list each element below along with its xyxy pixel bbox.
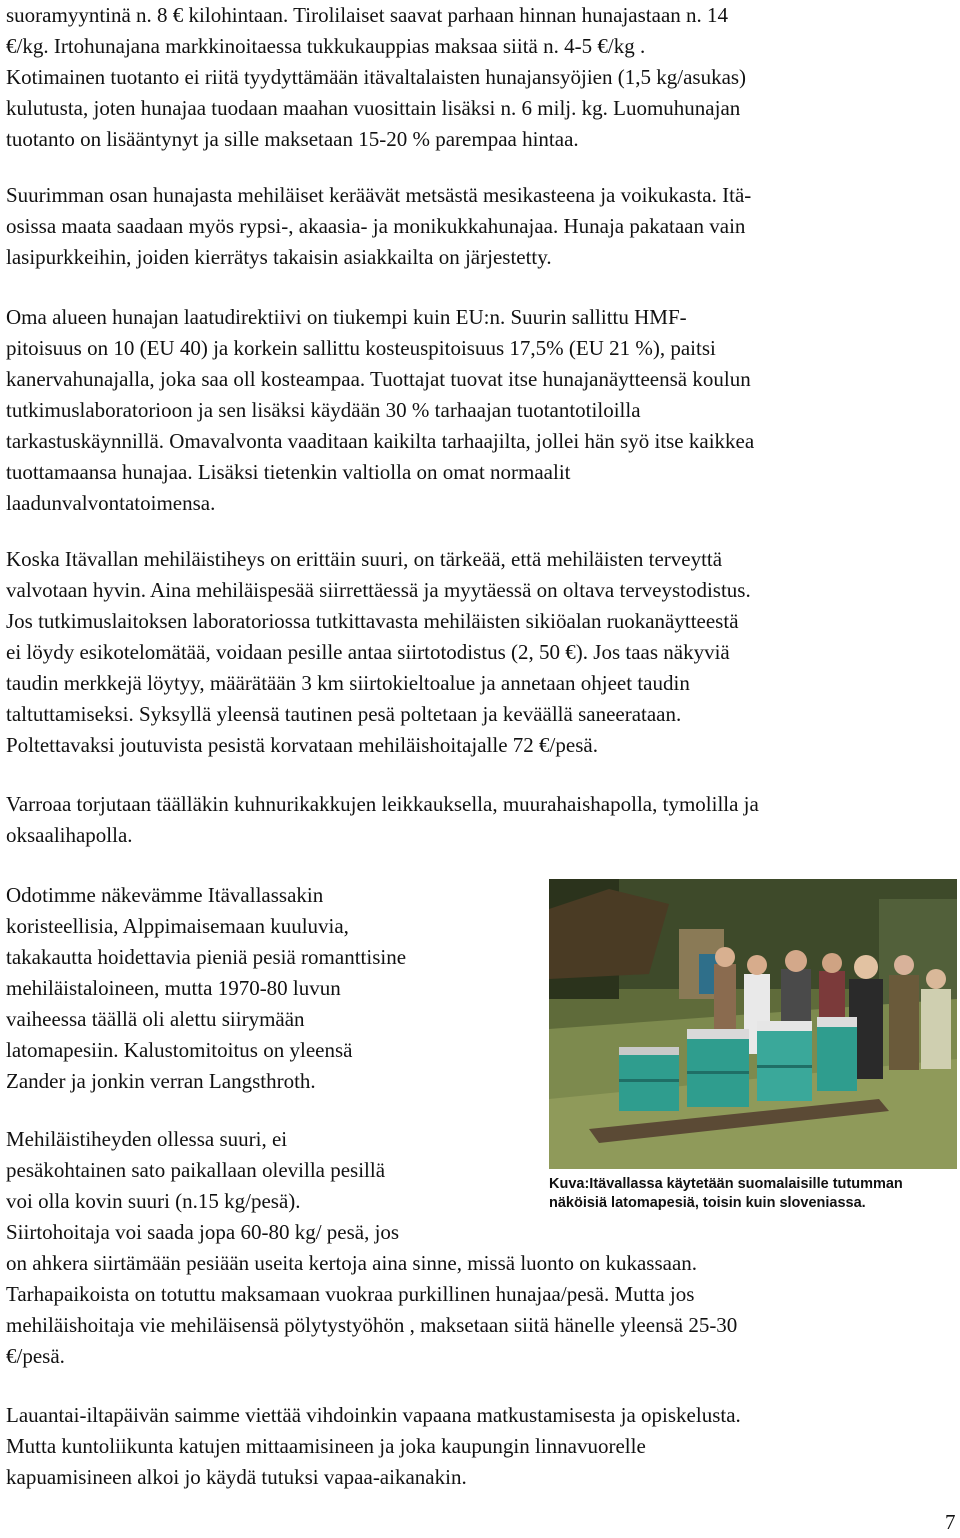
text-line: Mutta kuntoliikunta katujen mittaamisineen ja joka kaupungin linnavuorelle: [6, 1434, 646, 1458]
text-line: osissa maata saadaan myös rypsi-, akaasia- ja monikukkahunajaa. Hunaja pakataan vain: [6, 214, 746, 238]
paragraph-saturday: [6, 1400, 741, 1493]
text-line: voi olla kovin suuri (n.15 kg/pesä).: [6, 1189, 301, 1213]
paragraph-hive-types: [6, 880, 406, 1097]
text-line: taudin merkkejä löytyy, määrätään 3 km siirtokieltoalue ja annetaan ohjeet taudin: [6, 671, 690, 695]
text-line: laadunvalvontatoimensa.: [6, 491, 216, 515]
text-line: €/kg. Irtohunajana markkinoitaessa tukkukauppias maksaa siitä n. 4-5 €/kg .: [6, 34, 646, 58]
text-line: kanervahunajalla, joka saa oll kosteampaa. Tuottajat tuovat itse hunajanäytteensä koulun: [6, 367, 751, 391]
paragraph-honey-sources: [6, 180, 751, 273]
text-line: Zander ja jonkin verran Langsthroth.: [6, 1069, 316, 1093]
text-line: kulutusta, joten hunajaa tuodaan maahan vuosittain lisäksi n. 6 milj. kg. Luomuhunajan: [6, 96, 741, 120]
paragraph-varroa: [6, 789, 759, 851]
photo-caption: [549, 1175, 957, 1213]
caption-line: näköisiä latomapesiä, toisin kuin sloveniassa.: [549, 1195, 866, 1211]
text-line: mehiläistaloineen, mutta 1970-80 luvun: [6, 976, 341, 1000]
text-line: Poltettavaksi joutuvista pesistä korvataan mehiläishoitajalle 72 €/pesä.: [6, 733, 598, 757]
beehive-photo: [549, 879, 957, 1169]
text-line: vaiheessa täällä oli alettu siirymään: [6, 1007, 305, 1031]
text-line: pitoisuus on 10 (EU 40) ja korkein sallittu kosteuspitoisuus 17,5% (EU 21 %), paitsi: [6, 336, 716, 360]
text-line: oksaalihapolla.: [6, 823, 133, 847]
paragraph-quality-directive: [6, 302, 754, 519]
beehive-photo-illustration: [549, 879, 957, 1169]
text-line: on ahkera siirtämään pesiään useita kertoja aina sinne, missä luonto on kukassaan.: [6, 1251, 698, 1275]
text-line: tarkastuskäynnillä. Omavalvonta vaaditaan kaikilta tarhaajilta, jollei hän syö itse kaikkea: [6, 429, 755, 453]
text-line: €/pesä.: [6, 1344, 65, 1368]
text-line: pesäkohtainen sato paikallaan olevilla pesillä: [6, 1158, 386, 1182]
text-line: Oma alueen hunajan laatudirektiivi on tiukempi kuin EU:n. Suurin sallittu HMF-: [6, 305, 687, 329]
text-line: valvotaan hyvin. Aina mehiläispesää siirrettäessä ja myytäessä on oltava terveystodistus.: [6, 578, 751, 602]
text-line: tuotanto on lisääntynyt ja sille maksetaan 15-20 % parempaa hintaa.: [6, 127, 579, 151]
text-line: kapuamisineen alkoi jo käydä tutuksi vapaa-aikanakin.: [6, 1465, 467, 1489]
text-line: latomapesiin. Kalustomitoitus on yleensä: [6, 1038, 353, 1062]
page-number: 7: [945, 1510, 956, 1534]
text-line: ei löydy esikotelomätää, voidaan pesille antaa siirtotodistus (2, 50 €). Jos taas näkyviä: [6, 640, 730, 664]
text-line: Kotimainen tuotanto ei riitä tyydyttämään itävaltalaisten hunajansyöjien (1,5 kg/asukas): [6, 65, 747, 89]
text-line: Odotimme näkevämme Itävallassakin: [6, 883, 324, 907]
text-line: takakautta hoidettavia pieniä pesiä romanttisine: [6, 945, 407, 969]
text-line: Lauantai-iltapäivän saimme viettää vihdoinkin vapaana matkustamisesta ja opiskelusta.: [6, 1403, 741, 1427]
text-line: Jos tutkimuslaitoksen laboratoriossa tutkittavasta mehiläisten sikiöalan ruokanäytteestä: [6, 609, 739, 633]
paragraph-honey-prices: [6, 0, 746, 155]
text-line: taltuttamiseksi. Syksyllä yleensä tautinen pesä poltetaan ja keväällä saneerataan.: [6, 702, 682, 726]
paragraph-bee-health: [6, 544, 751, 761]
text-line: Varroaa torjutaan täälläkin kuhnurikakkujen leikkauksella, muurahaishapolla, tymolilla ja: [6, 792, 759, 816]
text-line: tutkimuslaboratorioon ja sen lisäksi käydään 30 % tarhaajan tuotantotiloilla: [6, 398, 641, 422]
text-line: Tarhapaikoista on totuttu maksamaan vuokraa purkillinen hunajaa/pesä. Mutta jos: [6, 1282, 695, 1306]
text-line: Koska Itävallan mehiläistiheys on erittäin suuri, on tärkeää, että mehiläisten terveyttä: [6, 547, 723, 571]
text-line: Suurimman osan hunajasta mehiläiset keräävät metsästä mesikasteena ja voikukasta. Itä-: [6, 183, 752, 207]
text-line: Siirtohoitaja voi saada jopa 60-80 kg/ pesä, jos: [6, 1220, 400, 1244]
text-line: koristeellisia, Alppimaisemaan kuuluvia,: [6, 914, 349, 938]
caption-line: Kuva:Itävallassa käytetään suomalaisille tutumman: [549, 1176, 903, 1192]
text-line: tuottamaansa hunajaa. Lisäksi tietenkin valtiolla on omat normaalit: [6, 460, 571, 484]
text-line: lasipurkkeihin, joiden kierrätys takaisin asiakkailta on järjestetty.: [6, 245, 552, 269]
text-line: suoramyyntinä n. 8 € kilohintaan. Tirolilaiset saavat parhaan hinnan hunajastaan n. 14: [6, 3, 729, 27]
text-line: mehiläishoitaja vie mehiläisensä pölytystyöhön , maksetaan siitä hänelle yleensä 25-30: [6, 1313, 738, 1337]
text-line: Mehiläistiheyden ollessa suuri, ei: [6, 1127, 288, 1151]
